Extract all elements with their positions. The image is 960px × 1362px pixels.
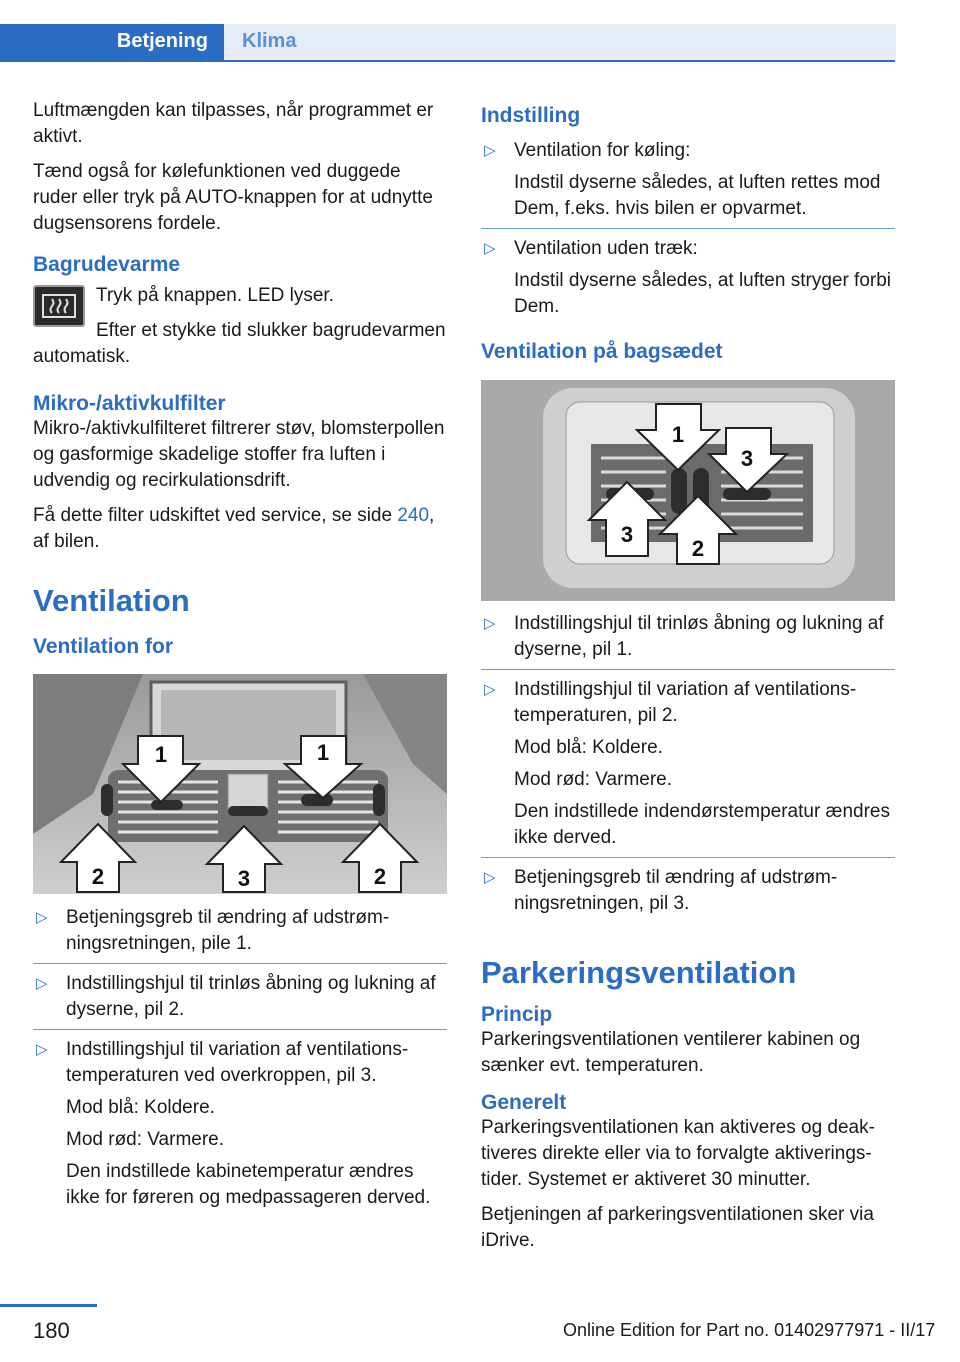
bagrudevarme-paragraph-1: Tryk på knappen. LED lyser. xyxy=(96,285,334,306)
page-number: 180 xyxy=(33,1318,70,1343)
section-title-princip: Princip xyxy=(481,1003,553,1026)
front-label-1b: 1 xyxy=(316,740,330,765)
list-item-text: Ventilation for køling: xyxy=(514,140,691,161)
list-item-text: Den indstillede kabinetemperatur ændres ikke for føreren og medpassageren derved. xyxy=(66,1161,431,1208)
bagrudevarme-block xyxy=(33,283,447,370)
list-divider xyxy=(33,963,447,964)
mikrofilter-text-a: Få dette filter udskiftet ved service, se side xyxy=(33,505,398,526)
rear-label-1: 1 xyxy=(671,422,685,447)
mikrofilter-paragraph-1: Mikro-/aktivkulfilteret filtrerer støv, blomsterpollen og gasformige skadelige stoffer fra luften i udvendig og recirkulationsdrift. xyxy=(33,418,445,491)
list-item-text: Indstil dyserne således, at luften stryger forbi Dem. xyxy=(514,270,892,317)
list-item-text: Betjeningsgreb til ændring af udstrømningsretningen, pile 1. xyxy=(66,907,390,954)
front-label-3: 3 xyxy=(237,866,251,891)
list-item-text: Den indstillede indendørstemperatur ændres ikke derved. xyxy=(514,801,890,848)
rear-label-2: 2 xyxy=(691,536,705,561)
list-item-text: Mod rød: Varmere. xyxy=(66,1129,225,1150)
section-title-bagrudevarme: Bagrudevarme xyxy=(33,253,181,276)
front-label-1a: 1 xyxy=(154,742,168,767)
triangle-right-outline-icon: ▷ xyxy=(36,975,48,992)
section-title-bagsaede: Ventilation på bagsædet xyxy=(481,340,723,363)
mikrofilter-text-b: , af bilen. xyxy=(33,505,435,552)
front-label-2a: 2 xyxy=(91,864,105,889)
page-header xyxy=(0,0,895,62)
triangle-right-outline-icon: ▷ xyxy=(484,869,496,886)
list-item xyxy=(33,1037,447,1211)
list-item-text: Ventilation uden træk: xyxy=(514,238,698,259)
intro-paragraph-2: Tænd også for kølefunktionen ved duggede ruder eller tryk på AUTO-knappen for at udnytte dugsensorens fordele. xyxy=(33,161,433,234)
triangle-right-outline-icon: ▷ xyxy=(36,909,48,926)
rear-window-defrost-icon xyxy=(33,285,85,327)
chapter-title-ventilation: Ventilation xyxy=(33,583,190,618)
list-item-text: Indstillingshjul til variation af ventilationstemperaturen, pil 2. xyxy=(514,679,857,726)
section-title-ventilation-for: Ventilation for xyxy=(33,635,174,658)
front-label-2b: 2 xyxy=(373,864,387,889)
list-item-text: Betjeningsgreb til ændring af udstrømningsretningen, pil 3. xyxy=(514,867,838,914)
tab-betjening[interactable] xyxy=(0,24,224,62)
list-item-text: Mod blå: Koldere. xyxy=(514,737,663,758)
list-item xyxy=(481,865,895,917)
indstilling-list xyxy=(481,138,895,320)
left-column xyxy=(33,98,447,1217)
header-rule xyxy=(0,60,895,62)
triangle-right-outline-icon: ▷ xyxy=(484,142,496,159)
edition-text: Online Edition for Part no. 01402977971 - II/17 xyxy=(563,1320,936,1340)
list-item-text: Indstillingshjul til trinløs åbning og lukning af dyserne, pil 1. xyxy=(514,613,884,660)
generelt-paragraph-2: Betjeningen af parkeringsventilationen sker via iDrive. xyxy=(481,1204,874,1251)
tab-klima-label: Klima xyxy=(242,30,297,52)
list-item xyxy=(33,971,447,1023)
list-divider xyxy=(481,669,895,670)
right-column xyxy=(481,104,895,1263)
list-divider xyxy=(33,1029,447,1030)
list-item-text: Mod rød: Varmere. xyxy=(514,769,673,790)
footer-rule xyxy=(0,1304,97,1307)
triangle-right-outline-icon: ▷ xyxy=(484,615,496,632)
triangle-right-outline-icon: ▷ xyxy=(484,240,496,257)
ventilation-for-list xyxy=(33,905,447,1211)
section-title-indstilling: Indstilling xyxy=(481,104,581,127)
chapter-title-parkeringsventilation: Parkeringsventilation xyxy=(481,955,797,990)
rear-label-3b: 3 xyxy=(620,522,634,547)
front-vent-image xyxy=(33,674,447,894)
triangle-right-outline-icon: ▷ xyxy=(484,681,496,698)
list-item-text: Indstillingshjul til variation af ventilationstemperaturen ved overkroppen, pil 3. xyxy=(66,1039,409,1086)
triangle-right-outline-icon: ▷ xyxy=(36,1041,48,1058)
section-title-mikrofilter: Mikro-/aktivkulfilter xyxy=(33,392,226,415)
page-240-link[interactable]: 240 xyxy=(397,505,430,526)
list-item-text: Mod blå: Koldere. xyxy=(66,1097,215,1118)
list-divider xyxy=(481,228,895,229)
list-item-text: Indstillingshjul til trinløs åbning og lukning af dyserne, pil 2. xyxy=(66,973,436,1020)
mikrofilter-paragraph-2 xyxy=(33,503,447,555)
list-divider xyxy=(481,857,895,858)
list-item xyxy=(481,677,895,851)
intro-paragraph-1: Luftmængden kan tilpasses, når programmet er aktivt. xyxy=(33,100,434,147)
rear-vent-image xyxy=(481,380,895,601)
list-item xyxy=(33,905,447,957)
bagrudevarme-paragraph-2: Efter et stykke tid slukker bagrudevarmen automatisk. xyxy=(33,320,446,367)
tab-betjening-label: Betjening xyxy=(116,30,208,52)
rear-label-3a: 3 xyxy=(740,446,754,471)
list-item xyxy=(481,138,895,222)
bagsaede-list xyxy=(481,611,895,917)
list-item xyxy=(481,611,895,663)
list-item xyxy=(481,236,895,320)
section-title-generelt: Generelt xyxy=(481,1091,567,1114)
generelt-paragraph-1: Parkeringsventilationen kan aktiveres og deaktiveres direkte eller via to forvalgte aktiveringstider. Systemet er aktiveret 30 minutter. xyxy=(481,1117,875,1190)
list-item-text: Indstil dyserne således, at luften rettes mod Dem, f.eks. hvis bilen er opvarmet. xyxy=(514,172,881,219)
tab-klima[interactable] xyxy=(224,24,896,62)
princip-paragraph: Parkeringsventilationen ventilerer kabinen og sænker evt. temperaturen. xyxy=(481,1029,861,1076)
